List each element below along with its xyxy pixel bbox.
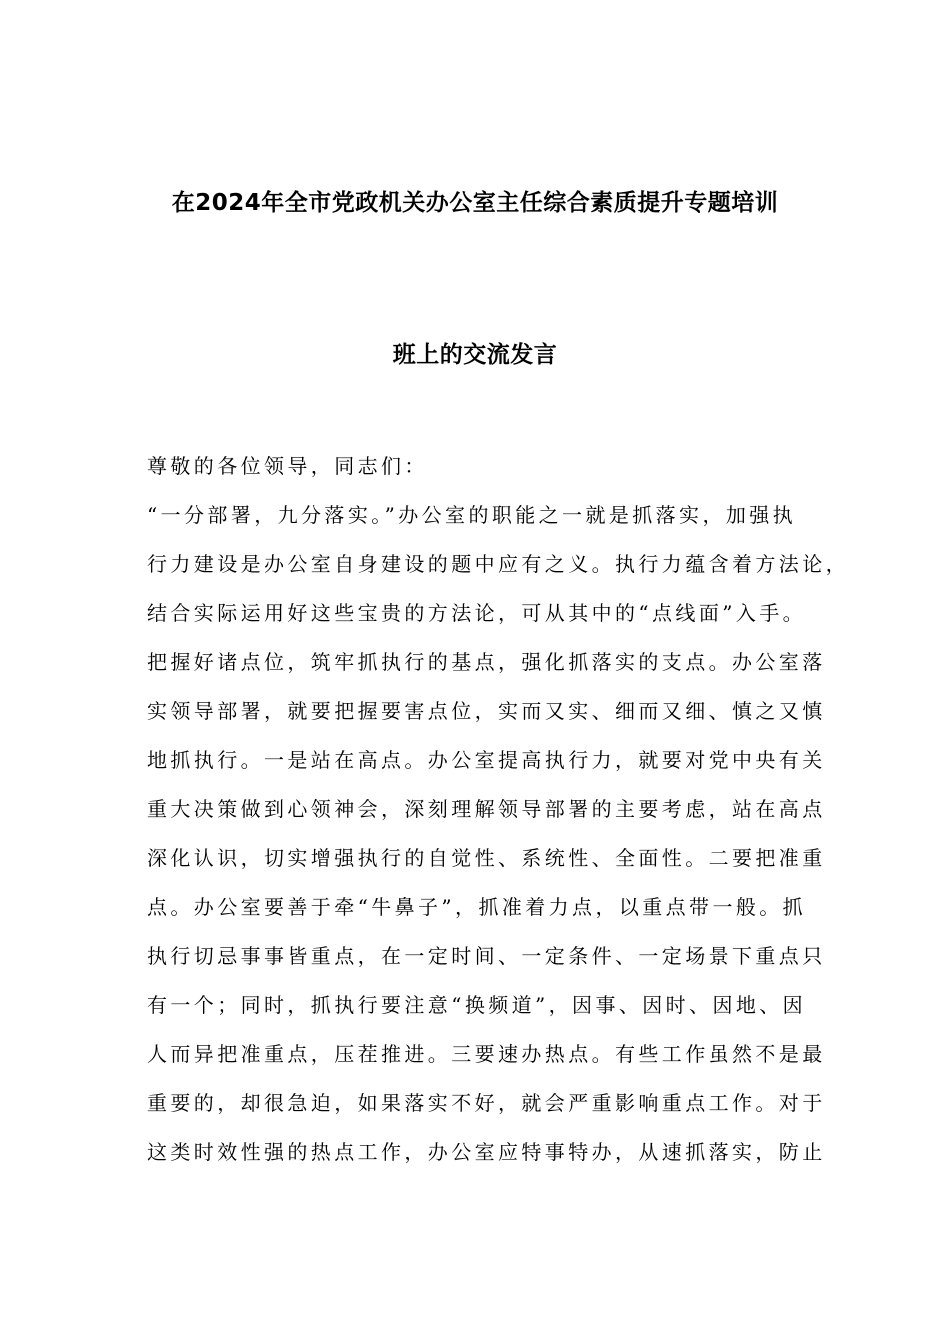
body-line: 点。办公室要善于牵“牛鼻子”，抓准着力点，以重点带一般。抓 — [147, 895, 807, 919]
body-line: 行力建设是办公室自身建设的题中应有之义。执行力蕴含着方法论， — [147, 552, 849, 576]
body-line: 人而异把准重点，压茬推进。三要速办热点。有些工作虽然不是最 — [147, 1042, 826, 1066]
body-line: 这类时效性强的热点工作，办公室应特事特办，从速抓落实，防止 — [147, 1140, 826, 1164]
body-line: 有一个；同时，抓执行要注意“换频道”，因事、因时、因地、因 — [147, 993, 807, 1017]
body-line: 实领导部署，就要把握要害点位，实而又实、细而又细、慎之又慎 — [147, 699, 826, 723]
body-line-salutation: 尊敬的各位领导，同志们： — [147, 454, 428, 478]
body-line: 执行切忌事事皆重点，在一定时间、一定条件、一定场景下重点只 — [147, 944, 826, 968]
body-line: 深化认识，切实增强执行的自觉性、系统性、全面性。二要把准重 — [147, 846, 826, 870]
body-line: 把握好诸点位，筑牢抓执行的基点，强化抓落实的支点。办公室落 — [147, 650, 826, 674]
body-line: 地抓执行。一是站在高点。办公室提高执行力，就要对党中央有关 — [147, 748, 826, 772]
document-title-line-2: 班上的交流发言 — [392, 342, 558, 368]
body-line: 结合实际运用好这些宝贵的方法论，可从其中的“点线面”入手。 — [147, 601, 807, 625]
body-line: 重要的，却很急迫，如果落实不好，就会严重影响重点工作。对于 — [147, 1091, 826, 1115]
body-line: 重大决策做到心领神会，深刻理解领导部署的主要考虑，站在高点 — [147, 797, 826, 821]
body-line: “一分部署，九分落实。”办公室的职能之一就是抓落实，加强执 — [147, 503, 797, 527]
document-title-line-1: 在2024年全市党政机关办公室主任综合素质提升专题培训 — [171, 190, 779, 216]
